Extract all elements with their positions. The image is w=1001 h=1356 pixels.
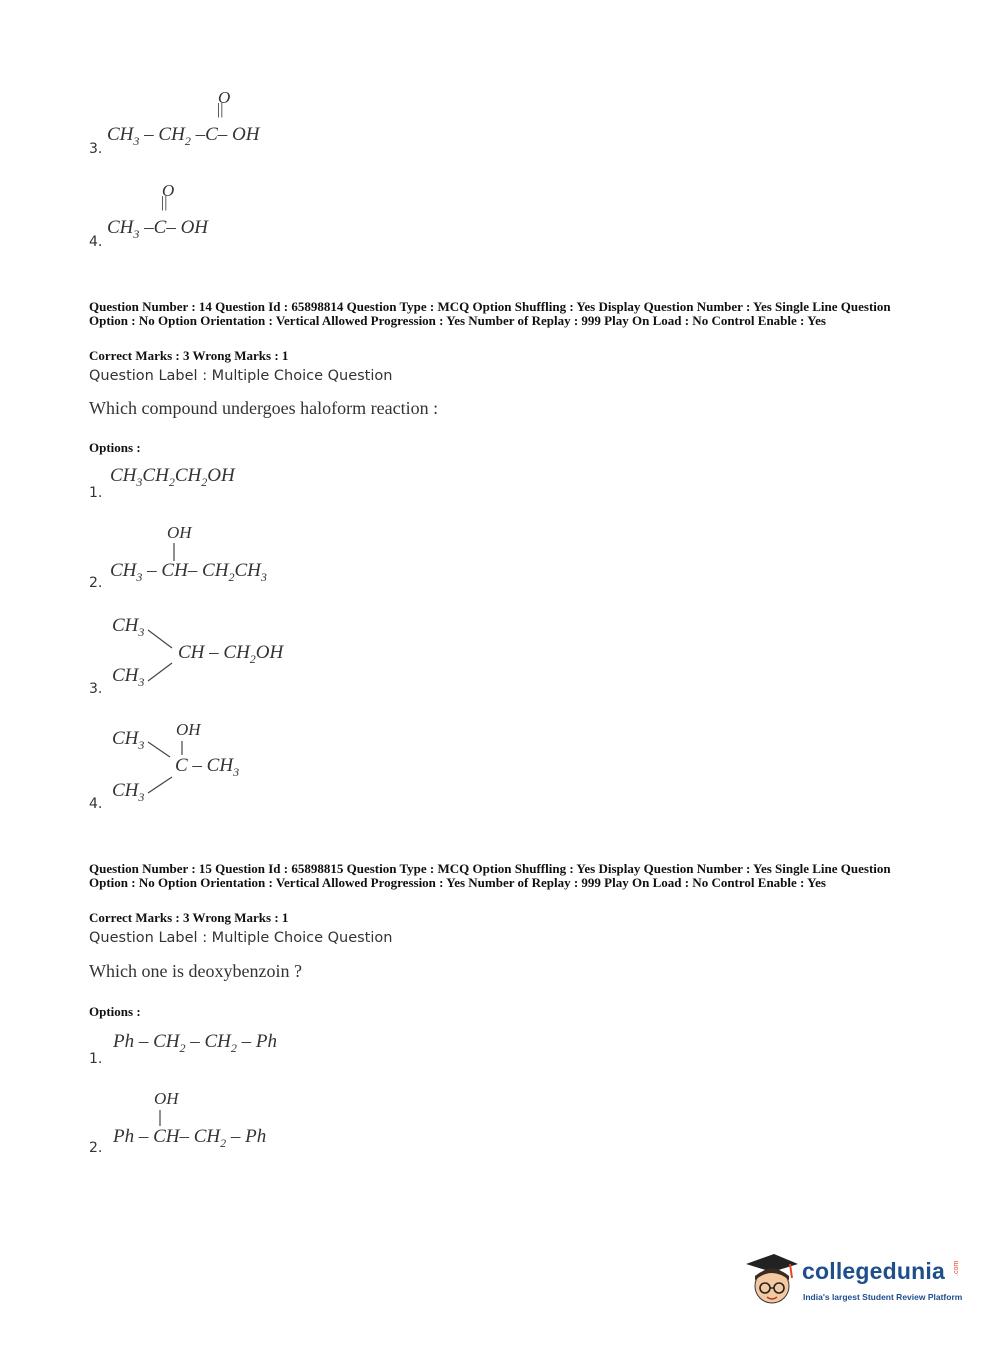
option-number: 4.: [89, 796, 103, 812]
double-bond: ||: [217, 101, 224, 118]
question-label: Question Label : Multiple Choice Question: [89, 368, 393, 384]
option-number: 3.: [89, 141, 103, 157]
mascot-icon: [740, 1252, 800, 1312]
oxygen-label: O: [162, 181, 175, 200]
brand-tagline: India's largest Student Review Platform: [803, 1292, 963, 1302]
branch-bond-top: [148, 742, 174, 760]
hydroxyl-label: OH: [167, 523, 192, 542]
branch-bond-top: [148, 630, 174, 650]
option-number: 1.: [89, 485, 103, 501]
option-number: 3.: [89, 681, 103, 697]
brand-suffix: .com: [953, 1260, 960, 1276]
hydroxyl-label: OH: [176, 720, 201, 739]
question-text: Which one is deoxybenzoin ?: [89, 961, 302, 981]
formula-text: $CH_3CH_2CH_2OH$: [110, 465, 235, 489]
options-heading: Options :: [89, 440, 141, 455]
collegedunia-logo: [740, 1248, 972, 1318]
hydroxyl-label: OH: [154, 1089, 179, 1108]
methyl-bottom: $CH_3$: [112, 780, 145, 804]
brand-name: collegedunia: [802, 1258, 945, 1284]
branch-bond-bottom: [148, 663, 174, 683]
formula-text: CH – $CH_2OH$: [178, 642, 284, 666]
formula-text: $CH_3 - CH_2$ –C– OH: [107, 124, 260, 148]
formula-text: $CH_3 - CH-$ $CH_2CH_3$: [110, 560, 267, 584]
methyl-top: $CH_3$: [112, 615, 145, 639]
question-marks: Correct Marks : 3 Wrong Marks : 1: [89, 910, 289, 925]
formula-text: C – $CH_3$: [175, 755, 240, 779]
methyl-bottom: $CH_3$: [112, 665, 145, 689]
formula-text: Ph – CH– $CH_2$ – Ph: [113, 1126, 267, 1150]
question-meta: Question Number : 14 Question Id : 65898814 Question Type : MCQ Option Shuffling : Yes Display Question Number : Yes Single Line Question Option : No Option Orientation : Vertical Allowed Progression : Yes Number of Replay : 999 Play On Load : No Control Enable : Yes: [89, 299, 891, 328]
options-heading: Options :: [89, 1004, 141, 1019]
question-marks: Correct Marks : 3 Wrong Marks : 1: [89, 348, 289, 363]
option-number: 2.: [89, 1140, 103, 1156]
option-number: 1.: [89, 1051, 103, 1067]
branch-bond-bottom: [148, 777, 174, 795]
question-text: Which compound undergoes haloform reaction :: [89, 398, 439, 418]
formula-text: Ph – $CH_2 - CH_2$ – Ph: [113, 1031, 278, 1055]
question-label: Question Label : Multiple Choice Question: [89, 930, 393, 946]
double-bond: ||: [161, 194, 168, 211]
oxygen-label: O: [218, 88, 231, 107]
question-meta: Question Number : 15 Question Id : 65898815 Question Type : MCQ Option Shuffling : Yes Display Question Number : Yes Single Line Question Option : No Option Orientation : Vertical Allowed Progression : Yes Number of Replay : 999 Play On Load : No Control Enable : Yes: [89, 861, 891, 890]
option-number: 4.: [89, 234, 103, 250]
formula-text: $CH_3$ –C– OH: [107, 217, 209, 241]
methyl-top: $CH_3$: [112, 728, 145, 752]
option-number: 2.: [89, 575, 103, 591]
